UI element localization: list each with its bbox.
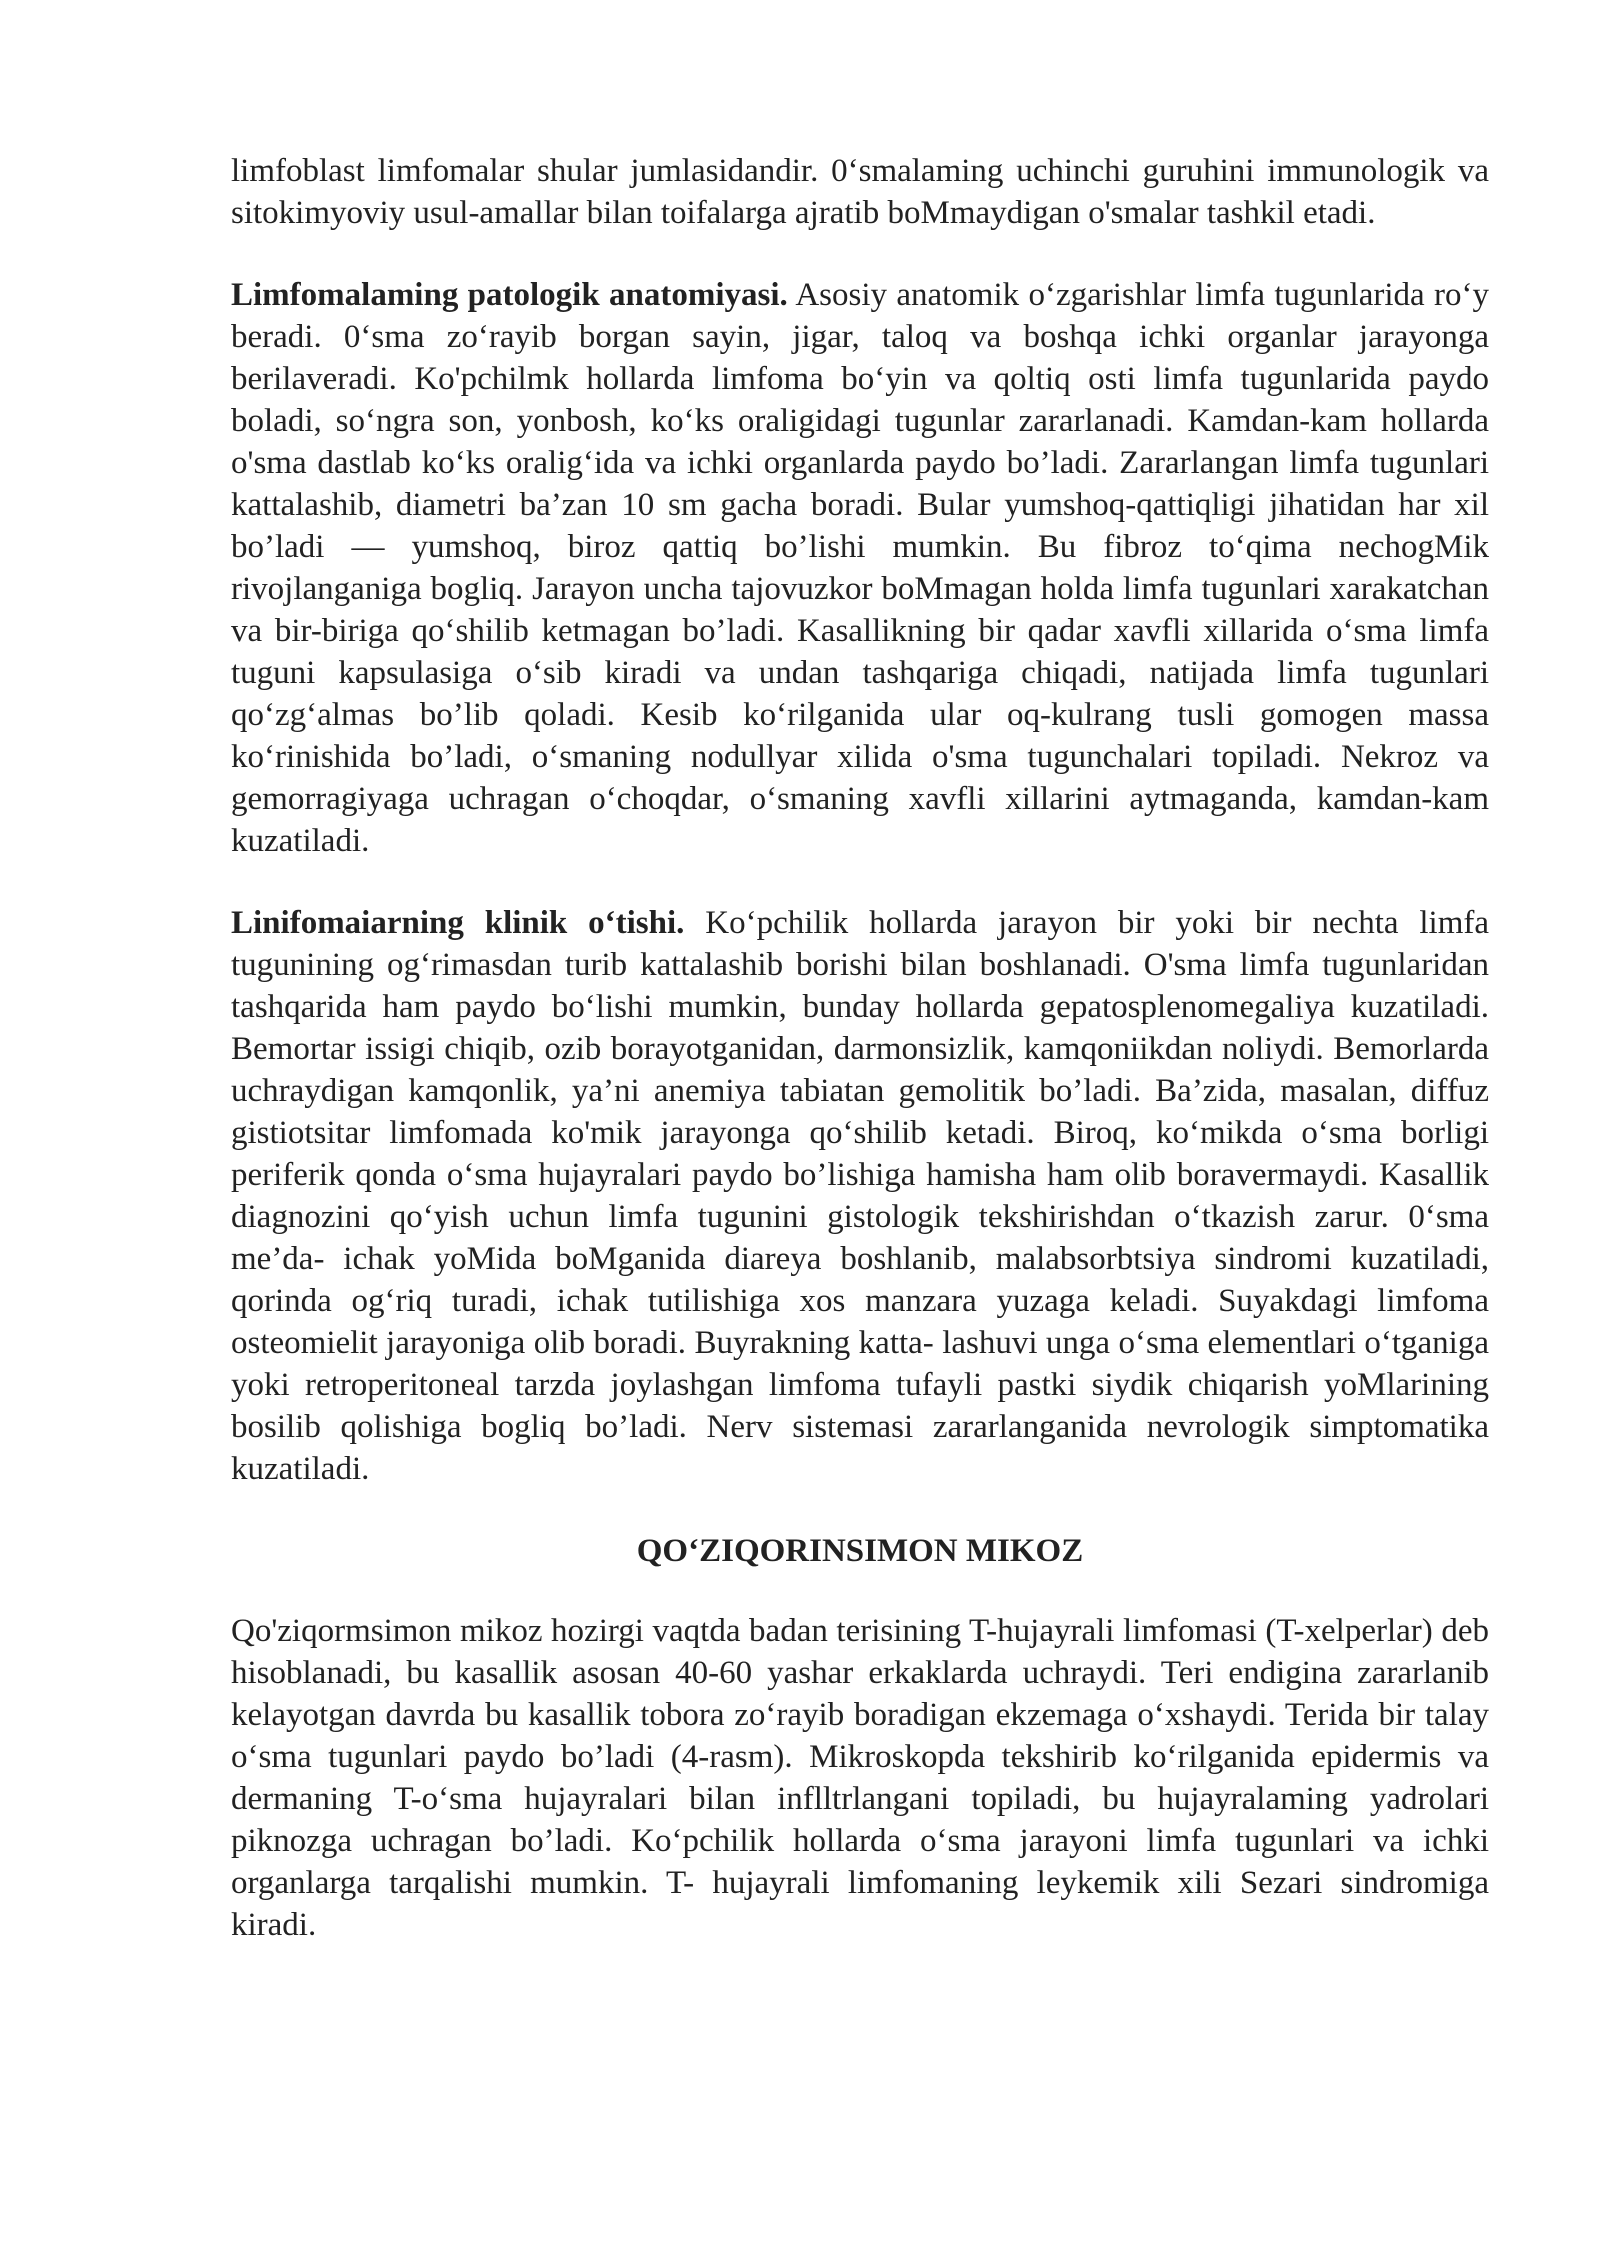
anatomy-paragraph [231,274,1489,862]
document-page [231,150,1489,1986]
clinical-section-title: Linifomaiarning klinik o‘tishi. [231,905,685,941]
clinical-section-text: Ko‘pchilik hollarda jarayon bir yoki bir nechta limfa tugunining og‘rimasdan turib kattalashib borishi bilan boshlanadi. O'sma limfa tugunlaridan tashqarida ham paydo bo‘lishi mumkin, bunday hollarda gepatosplenomegaliya kuzatiladi. Bemortar issigi chiqib, ozib borayotganidan, darmonsizlik, kamqoniikdan noliydi. Bemorlarda uchraydigan kamqonlik, ya’ni anemiya tabiatan gemolitik bo’ladi. Ba’zida, masalan, diffuz gistiotsitar limfomada ko'mik jarayonga qo‘shilib ketadi. Biroq, ko‘mikda o‘sma borligi periferik qonda o‘sma hujayralari paydo bo’lishiga hamisha ham olib boravermaydi. Kasallik diagnozini qo‘yish uchun limfa tugunini gistologik tekshirishdan o‘tkazish zarur. 0‘sma me’da- ichak yoMida boMganida diareya boshlanib, malabsorbtsiya sindromi kuzatiladi, qorinda og‘riq turadi, ichak tutilishiga xos manzara yuzaga keladi. Suyakdagi limfoma osteomielit jarayoniga olib boradi. Buyrakning katta- lashuvi unga o‘sma elementlari o‘tganiga yoki retroperitoneal tarzda joylashgan limfoma tufayli pastki siydik chiqarish yoMlarining bosilib qolishiga bogliq bo’ladi. Nerv sistemasi zararlanganida nevrologik simptomatika kuzatiladi. [231,905,1489,1487]
clinical-paragraph [231,902,1489,1490]
anatomy-section-title: Limfomalaming patologik anatomiyasi. [231,277,788,313]
mikoz-heading: QO‘ZIQORINSIMON MIKOZ [636,1533,1084,1569]
anatomy-section-text: Asosiy anatomik o‘zgarishlar limfa tugunlarida ro‘y beradi. 0‘sma zo‘rayib borgan sayin, jigar, taloq va boshqa ichki organlar jarayonga berilaveradi. Ko'pchilmk hollarda limfoma bo‘yin va qoltiq osti limfa tugunlarida paydo boladi, so‘ngra son, yonbosh, ko‘ks oraligidagi tugunlar zararlanadi. Kamdan-kam hollarda o'sma dastlab ko‘ks oralig‘ida va ichki organlarda paydo bo’ladi. Zararlangan limfa tugunlari kattalashib, diametri ba’zan 10 sm gacha boradi. Bular yumshoq-qattiqligi jihatidan har xil bo’ladi — yumshoq, biroz qattiq bo’lishi mumkin. Bu fibroz to‘qima nechogMik rivojlanganiga bogliq. Jarayon uncha tajovuzkor boMmagan holda limfa tugunlari xarakatchan va bir-biriga qo‘shilib ketmagan bo’ladi. Kasallikning bir qadar xavfli xillarida o‘sma limfa tuguni kapsulasiga o‘sib kiradi va undan tashqariga chiqadi, natijada limfa tugunlari qo‘zg‘almas bo’lib qoladi. Kesib ko‘rilganida ular oq-kulrang tusli gomogen massa ko‘rinishida bo’ladi, o‘smaning nodullyar xilida o'sma tugunchalari topiladi. Nekroz va gemorragiyaga uchragan o‘choqdar, o‘smaning xavfli xillarini aytmaganda, kamdan-kam kuzatiladi. [231,277,1489,859]
intro-paragraph: limfoblast limfomalar shular jumlasidandir. 0‘smalaming uchinchi guruhini immunologik va sitokimyoviy usul-amallar bilan toifalarga ajratib boMmaydigan o'smalar tashkil etadi. [231,153,1489,231]
mikoz-paragraph: Qo'ziqormsimon mikoz hozirgi vaqtda badan terisining T-hujayrali limfomasi (T-xelperlar) deb hisoblanadi, bu kasallik asosan 40-60 yashar erkaklarda uchraydi. Teri endigina zararlanib kelayotgan davrda bu kasallik tobora zo‘rayib boradigan ekzemaga o‘xshaydi. Terida bir talay o‘sma tugunlari paydo bo’ladi (4-rasm). Mikroskopda tekshirib ko‘rilganida epidermis va dermaning T-o‘sma hujayralari bilan inflltrlangani topiladi, bu hujayralaming yadrolari piknozga uchragan bo’ladi. Ko‘pchilik hollarda o‘sma jarayoni limfa tugunlari va ichki organlarga tarqalishi mumkin. T- hujayrali limfomaning leykemik xili Sezari sindromiga kiradi. [231,1613,1489,1943]
